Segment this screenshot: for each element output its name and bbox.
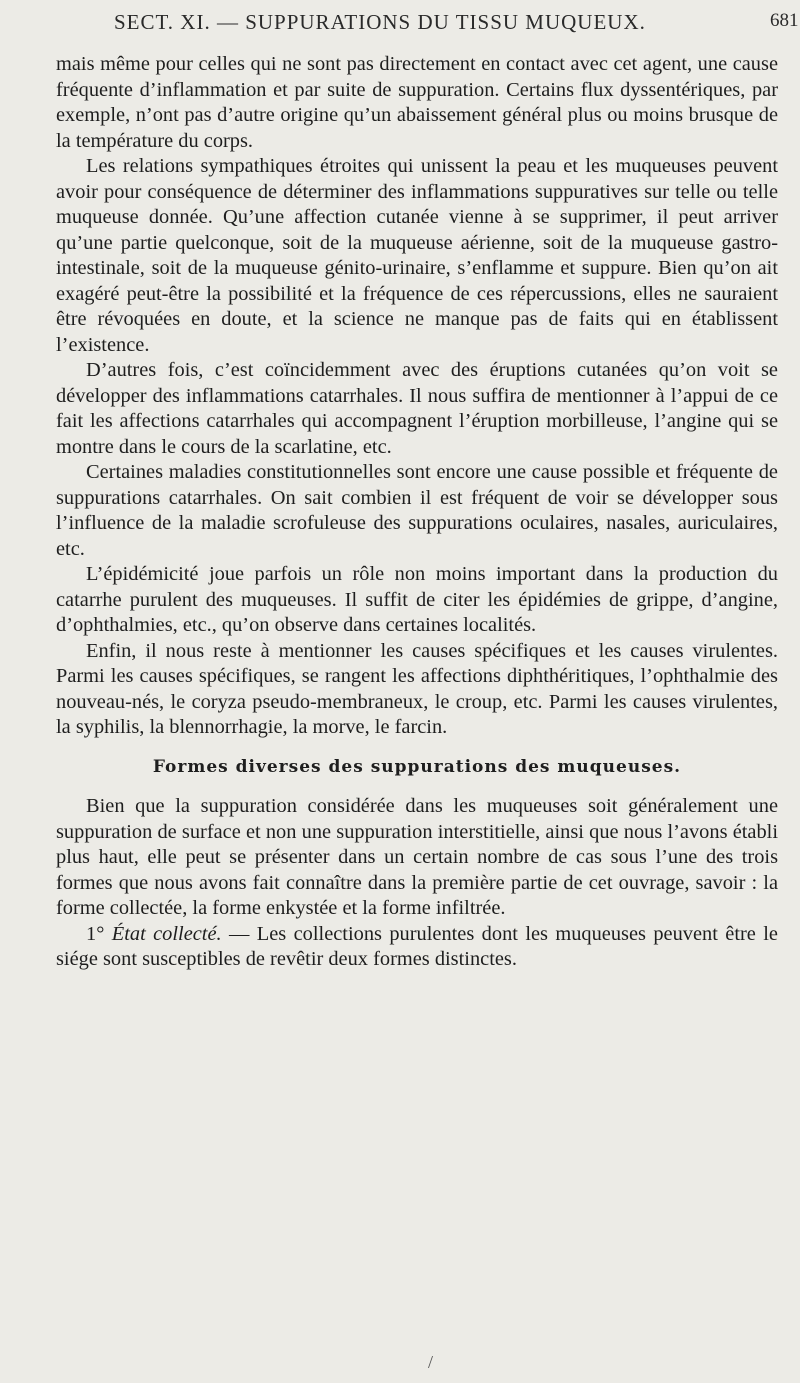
paragraph: Les relations sympathiques étroites qui unissent la peau et les muqueuses peuvent avoir pour conséquence de déterminer des inflammations suppuratives sur telle ou telle muqueuse donnée. Qu’une affection cutanée vienne à se supprimer, il peut arriver qu’une partie quelconque, soit de la muqueuse aérienne, soit de la muqueuse gastro-intestinale, soit de la muqueuse génito-urinaire, s’enflamme et suppure. Bien qu’on ait exagéré peut-être la possibilité et la fréquence de ces répercussions, elles ne sauraient être révoquées en doute, et la science ne manque pas de faits qui en établissent l’existence. <box>56 155 778 356</box>
enumerated-paragraph <box>56 922 778 973</box>
body-text <box>56 52 778 973</box>
item-number: 1° <box>86 922 105 945</box>
page-number: 681 <box>770 10 799 31</box>
running-title: SECT. XI. — SUPPURATIONS DU TISSU MUQUEUX. <box>114 10 646 34</box>
paragraph: D’autres fois, c’est coïncidemment avec des éruptions cutanées qu’on voit se développer des inflammations catarrhales. Il nous suffira de mentionner à l’appui de ce fait les affections catarrhales qui accompagnent l’éruption morbilleuse, l’angine qui se montre dans le cours de la scarlatine, etc. <box>56 359 778 458</box>
paragraph: L’épidémicité joue parfois un rôle non moins important dans la production du catarrhe purulent des muqueuses. Il suffit de citer les épidémies de grippe, d’angine, d’ophthalmies, etc., qu’on observe dans certaines localités. <box>56 563 778 636</box>
paragraph: Certaines maladies constitutionnelles sont encore une cause possible et fréquente de suppurations catarrhales. On sait combien il est fréquent de voir se développer sous l’influence de la maladie scrofuleuse des suppurations oculaires, nasales, auriculaires, etc. <box>56 461 778 560</box>
paragraph: Bien que la suppuration considérée dans les muqueuses soit généralement une suppuration de surface et non une suppuration interstitielle, ainsi que nous l’avons établi plus haut, elle peut se présenter dans un certain nombre de cas sous l’une des trois formes que nous avons fait connaître dans la première partie de cet ouvrage, savoir : la forme collectée, la forme enkystée et la forme infiltrée. <box>56 795 778 919</box>
item-heading: État collecté. <box>111 922 222 945</box>
paragraph: Enfin, il nous reste à mentionner les causes spécifiques et les causes virulentes. Parmi les causes spécifiques, se rangent les affections diphthéritiques, l’ophthalmie des nouveau-nés, le coryza pseudo-membraneux, le croup, etc. Parmi les causes virulentes, la syphilis, la blennorrhagie, la morve, le farcin. <box>56 639 778 738</box>
section-heading: Formes diverses des suppurations des muqueuses. <box>152 756 682 777</box>
footer-mark: / <box>428 1352 434 1372</box>
paragraph: mais même pour celles qui ne sont pas directement en contact avec cet agent, une cause fréquente d’inflammation et par suite de suppuration. Certains flux dyssentériques, par exemple, n’ont pas d’autre origine qu’un abaissement général plus ou moins brusque de la température du corps. <box>56 53 778 152</box>
item-text: — Les collections purulentes dont les muqueuses peuvent être le siége sont susceptibles de revêtir deux formes distinctes. <box>56 922 778 970</box>
